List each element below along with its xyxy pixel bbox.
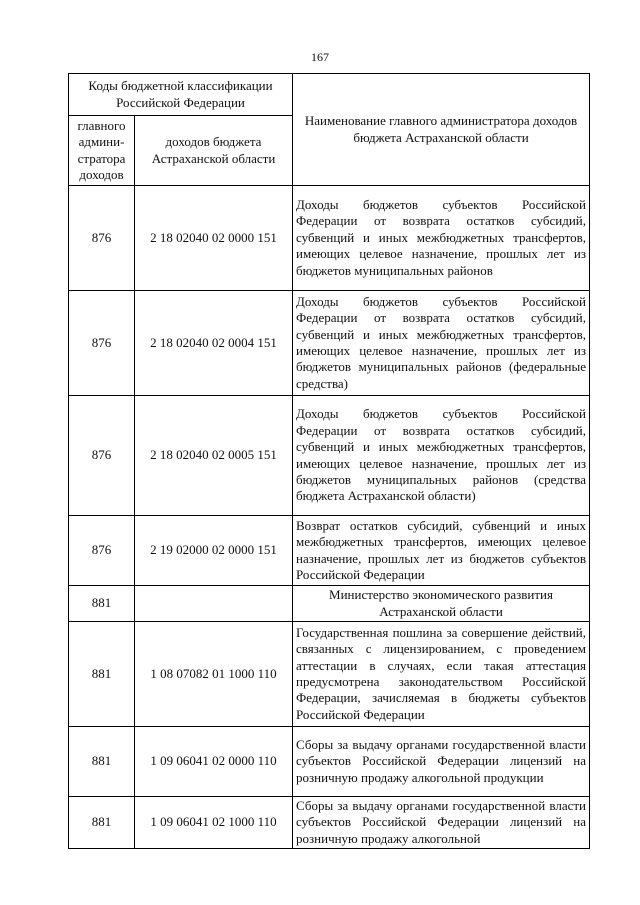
administrator-title-cell: Министерство экономического развития Астраханской области xyxy=(293,586,590,622)
header-administrator-name: Наименование главного администратора доходов бюджета Астраханской области xyxy=(293,74,590,186)
budget-classification-table xyxy=(68,73,590,849)
admin-code-cell: 876 xyxy=(69,186,135,291)
admin-code-cell: 881 xyxy=(69,797,135,849)
header-main-administrator: главного админи-стратора доходов xyxy=(69,116,135,186)
table-row xyxy=(69,396,590,516)
revenue-code-cell: 2 18 02040 02 0005 151 xyxy=(135,396,293,516)
admin-code-cell: 876 xyxy=(69,396,135,516)
admin-code-cell: 881 xyxy=(69,622,135,727)
revenue-name-cell: Сборы за выдачу органами государственной власти субъектов Российской Федерации лицензий на розничную продажу алкогольной xyxy=(293,797,590,849)
revenue-name-cell: Доходы бюджетов субъектов Российской Федерации от возврата остатков субсидий, субвенций и иных межбюджетных трансфертов, имеющих целевое назначение, прошлых лет из бюджетов муниципальных районов xyxy=(293,186,590,291)
table-row xyxy=(69,516,590,586)
revenue-code-cell: 1 08 07082 01 1000 110 xyxy=(135,622,293,727)
revenue-code-cell xyxy=(135,586,293,622)
page-number: 167 xyxy=(311,50,329,64)
header-classification-codes: Коды бюджетной классификации Российской Федерации xyxy=(69,74,293,116)
admin-code-cell: 881 xyxy=(69,727,135,797)
table-row xyxy=(69,622,590,727)
revenue-code-cell: 2 19 02000 02 0000 151 xyxy=(135,516,293,586)
admin-code-cell: 881 xyxy=(69,586,135,622)
table-row xyxy=(69,797,590,849)
table-row xyxy=(69,586,590,622)
table-row xyxy=(69,291,590,396)
revenue-code-cell: 1 09 06041 02 0000 110 xyxy=(135,727,293,797)
header-revenue-code: доходов бюджета Астраханской области xyxy=(135,116,293,186)
revenue-name-cell: Государственная пошлина за совершение действий, связанных с лицензированием, с проведением аттестации в случаях, если такая аттестация предусмотрена законодательством Российской Федерации, зачисляемая в бюджеты субъектов Российской Федерации xyxy=(293,622,590,727)
table-row xyxy=(69,186,590,291)
admin-code-cell: 876 xyxy=(69,291,135,396)
table-row xyxy=(69,727,590,797)
revenue-name-cell: Доходы бюджетов субъектов Российской Федерации от возврата остатков субсидий, субвенций и иных межбюджетных трансфертов, имеющих целевое назначение, прошлых лет из бюджетов муниципальных районов (средства бюджета Астраханской области) xyxy=(293,396,590,516)
revenue-name-cell: Доходы бюджетов субъектов Российской Федерации от возврата остатков субсидий, субвенций и иных межбюджетных трансфертов, имеющих целевое назначение, прошлых лет из бюджетов муниципальных районов (федеральные средства) xyxy=(293,291,590,396)
revenue-code-cell: 1 09 06041 02 1000 110 xyxy=(135,797,293,849)
revenue-name-cell: Возврат остатков субсидий, субвенций и иных межбюджетных трансфертов, имеющих целевое назначение, прошлых лет из бюджетов субъектов Российской Федерации xyxy=(293,516,590,586)
revenue-code-cell: 2 18 02040 02 0004 151 xyxy=(135,291,293,396)
revenue-name-cell: Сборы за выдачу органами государственной власти субъектов Российской Федерации лицензий на розничную продажу алкогольной продукции xyxy=(293,727,590,797)
revenue-code-cell: 2 18 02040 02 0000 151 xyxy=(135,186,293,291)
admin-code-cell: 876 xyxy=(69,516,135,586)
